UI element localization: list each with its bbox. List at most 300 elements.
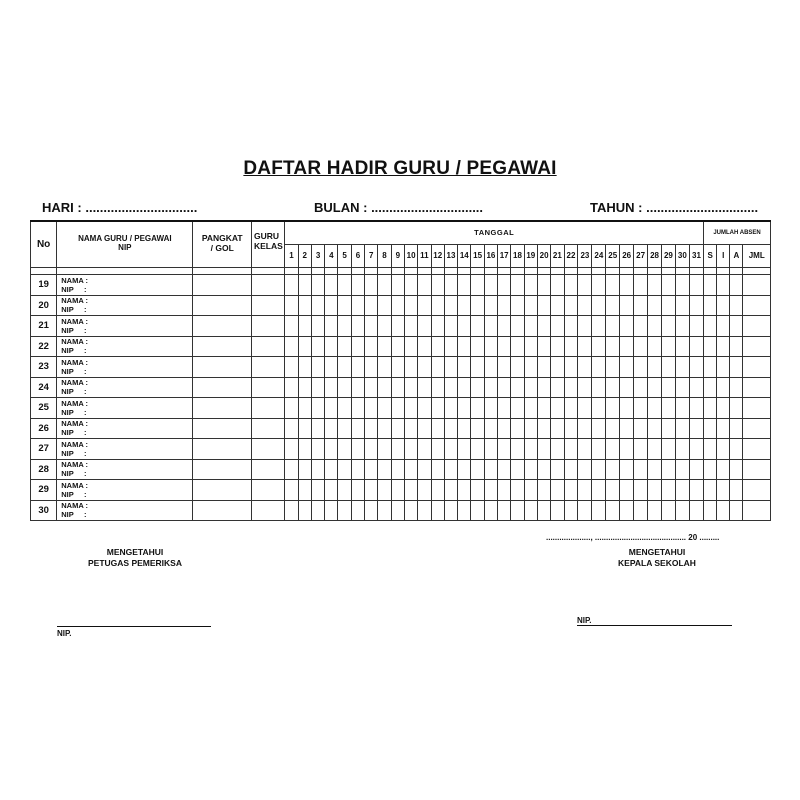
day-cell-23[interactable] xyxy=(578,500,592,521)
day-cell-30[interactable] xyxy=(675,357,689,378)
day-cell-26[interactable] xyxy=(620,480,634,501)
day-cell-26[interactable] xyxy=(620,377,634,398)
day-cell-24[interactable] xyxy=(592,377,606,398)
day-cell-4[interactable] xyxy=(325,418,338,439)
day-cell-25[interactable] xyxy=(606,357,620,378)
day-cell-1[interactable] xyxy=(285,398,298,419)
day-cell-26[interactable] xyxy=(620,295,634,316)
absen-cell-i[interactable] xyxy=(717,275,730,296)
day-cell-26[interactable] xyxy=(620,357,634,378)
guru-kelas-cell[interactable] xyxy=(252,480,285,501)
day-cell-24[interactable] xyxy=(592,275,606,296)
day-cell-26[interactable] xyxy=(620,398,634,419)
absen-cell-s[interactable] xyxy=(704,418,717,439)
day-cell-2[interactable] xyxy=(298,316,311,337)
day-cell-19[interactable] xyxy=(524,439,537,460)
day-cell-23[interactable] xyxy=(578,418,592,439)
day-cell-8[interactable] xyxy=(378,398,391,419)
day-cell-11[interactable] xyxy=(418,316,431,337)
day-cell-23[interactable] xyxy=(578,316,592,337)
day-cell-14[interactable] xyxy=(458,295,471,316)
day-cell-4[interactable] xyxy=(325,336,338,357)
day-cell-22[interactable] xyxy=(564,398,578,419)
day-cell-3[interactable] xyxy=(311,439,324,460)
day-cell-4[interactable] xyxy=(325,500,338,521)
day-cell-29[interactable] xyxy=(661,418,675,439)
day-cell-22[interactable] xyxy=(564,500,578,521)
guru-kelas-cell[interactable] xyxy=(252,357,285,378)
day-cell-9[interactable] xyxy=(391,500,404,521)
day-cell-5[interactable] xyxy=(338,398,351,419)
day-cell-13[interactable] xyxy=(444,480,457,501)
day-cell-17[interactable] xyxy=(498,336,511,357)
day-cell-29[interactable] xyxy=(661,295,675,316)
day-cell-13[interactable] xyxy=(444,418,457,439)
day-cell-13[interactable] xyxy=(444,439,457,460)
day-cell-14[interactable] xyxy=(458,459,471,480)
guru-kelas-cell[interactable] xyxy=(252,398,285,419)
absen-cell-i[interactable] xyxy=(717,377,730,398)
day-cell-19[interactable] xyxy=(524,357,537,378)
day-cell-23[interactable] xyxy=(578,439,592,460)
date-place-line[interactable]: ...................., ......................................... 20 ......... xyxy=(546,533,720,542)
day-cell-4[interactable] xyxy=(325,439,338,460)
day-cell-12[interactable] xyxy=(431,439,444,460)
day-cell-12[interactable] xyxy=(431,418,444,439)
day-cell-30[interactable] xyxy=(675,377,689,398)
day-cell-15[interactable] xyxy=(471,316,484,337)
day-cell-14[interactable] xyxy=(458,480,471,501)
day-cell-20[interactable] xyxy=(537,459,550,480)
absen-cell-jml[interactable] xyxy=(743,398,771,419)
day-cell-11[interactable] xyxy=(418,480,431,501)
row-nama-nip-cell[interactable] xyxy=(57,336,193,357)
day-cell-19[interactable] xyxy=(524,336,537,357)
day-cell-29[interactable] xyxy=(661,439,675,460)
absen-cell-a[interactable] xyxy=(730,418,743,439)
day-cell-3[interactable] xyxy=(311,295,324,316)
day-cell-20[interactable] xyxy=(537,418,550,439)
guru-kelas-cell[interactable] xyxy=(252,500,285,521)
day-cell-29[interactable] xyxy=(661,377,675,398)
day-cell-19[interactable] xyxy=(524,275,537,296)
day-cell-20[interactable] xyxy=(537,336,550,357)
day-cell-31[interactable] xyxy=(689,418,703,439)
day-cell-29[interactable] xyxy=(661,500,675,521)
day-cell-20[interactable] xyxy=(537,500,550,521)
pangkat-cell[interactable] xyxy=(193,275,252,296)
absen-cell-i[interactable] xyxy=(717,336,730,357)
day-cell-27[interactable] xyxy=(634,418,648,439)
day-cell-19[interactable] xyxy=(524,377,537,398)
day-cell-1[interactable] xyxy=(285,336,298,357)
day-cell-14[interactable] xyxy=(458,357,471,378)
day-cell-26[interactable] xyxy=(620,439,634,460)
day-cell-23[interactable] xyxy=(578,275,592,296)
day-cell-13[interactable] xyxy=(444,398,457,419)
day-cell-15[interactable] xyxy=(471,398,484,419)
day-cell-15[interactable] xyxy=(471,439,484,460)
day-cell-9[interactable] xyxy=(391,480,404,501)
day-cell-6[interactable] xyxy=(351,439,364,460)
day-cell-14[interactable] xyxy=(458,398,471,419)
day-cell-16[interactable] xyxy=(484,480,497,501)
absen-cell-i[interactable] xyxy=(717,480,730,501)
day-cell-27[interactable] xyxy=(634,459,648,480)
day-cell-7[interactable] xyxy=(365,336,378,357)
day-cell-30[interactable] xyxy=(675,459,689,480)
row-nama-nip-cell[interactable] xyxy=(57,295,193,316)
pangkat-cell[interactable] xyxy=(193,336,252,357)
absen-cell-jml[interactable] xyxy=(743,316,771,337)
day-cell-6[interactable] xyxy=(351,336,364,357)
row-nama-nip-cell[interactable] xyxy=(57,418,193,439)
day-cell-16[interactable] xyxy=(484,377,497,398)
day-cell-2[interactable] xyxy=(298,336,311,357)
day-cell-22[interactable] xyxy=(564,480,578,501)
day-cell-26[interactable] xyxy=(620,459,634,480)
day-cell-20[interactable] xyxy=(537,377,550,398)
absen-cell-s[interactable] xyxy=(704,480,717,501)
day-cell-5[interactable] xyxy=(338,295,351,316)
guru-kelas-cell[interactable] xyxy=(252,316,285,337)
day-cell-22[interactable] xyxy=(564,316,578,337)
day-cell-25[interactable] xyxy=(606,398,620,419)
day-cell-25[interactable] xyxy=(606,480,620,501)
absen-cell-a[interactable] xyxy=(730,357,743,378)
absen-cell-i[interactable] xyxy=(717,316,730,337)
day-cell-31[interactable] xyxy=(689,336,703,357)
day-cell-8[interactable] xyxy=(378,357,391,378)
day-cell-24[interactable] xyxy=(592,439,606,460)
day-cell-4[interactable] xyxy=(325,459,338,480)
day-cell-6[interactable] xyxy=(351,480,364,501)
day-cell-24[interactable] xyxy=(592,480,606,501)
absen-cell-a[interactable] xyxy=(730,275,743,296)
day-cell-14[interactable] xyxy=(458,377,471,398)
day-cell-18[interactable] xyxy=(511,316,524,337)
day-cell-17[interactable] xyxy=(498,275,511,296)
day-cell-11[interactable] xyxy=(418,295,431,316)
day-cell-1[interactable] xyxy=(285,275,298,296)
day-cell-17[interactable] xyxy=(498,480,511,501)
day-cell-12[interactable] xyxy=(431,295,444,316)
day-cell-7[interactable] xyxy=(365,275,378,296)
day-cell-2[interactable] xyxy=(298,275,311,296)
day-cell-31[interactable] xyxy=(689,459,703,480)
day-cell-4[interactable] xyxy=(325,316,338,337)
day-cell-21[interactable] xyxy=(551,459,564,480)
day-cell-18[interactable] xyxy=(511,295,524,316)
day-cell-8[interactable] xyxy=(378,439,391,460)
day-cell-24[interactable] xyxy=(592,357,606,378)
day-cell-11[interactable] xyxy=(418,459,431,480)
day-cell-1[interactable] xyxy=(285,459,298,480)
day-cell-10[interactable] xyxy=(404,357,417,378)
day-cell-12[interactable] xyxy=(431,398,444,419)
day-cell-17[interactable] xyxy=(498,439,511,460)
day-cell-27[interactable] xyxy=(634,275,648,296)
day-cell-1[interactable] xyxy=(285,377,298,398)
day-cell-10[interactable] xyxy=(404,418,417,439)
day-cell-19[interactable] xyxy=(524,480,537,501)
day-cell-18[interactable] xyxy=(511,377,524,398)
day-cell-27[interactable] xyxy=(634,439,648,460)
day-cell-6[interactable] xyxy=(351,357,364,378)
day-cell-12[interactable] xyxy=(431,480,444,501)
day-cell-4[interactable] xyxy=(325,398,338,419)
day-cell-9[interactable] xyxy=(391,459,404,480)
day-cell-31[interactable] xyxy=(689,295,703,316)
day-cell-6[interactable] xyxy=(351,398,364,419)
day-cell-22[interactable] xyxy=(564,439,578,460)
day-cell-14[interactable] xyxy=(458,336,471,357)
day-cell-30[interactable] xyxy=(675,418,689,439)
day-cell-30[interactable] xyxy=(675,336,689,357)
guru-kelas-cell[interactable] xyxy=(252,336,285,357)
day-cell-7[interactable] xyxy=(365,500,378,521)
day-cell-10[interactable] xyxy=(404,459,417,480)
day-cell-28[interactable] xyxy=(648,357,662,378)
day-cell-15[interactable] xyxy=(471,295,484,316)
absen-cell-a[interactable] xyxy=(730,439,743,460)
absen-cell-i[interactable] xyxy=(717,439,730,460)
day-cell-5[interactable] xyxy=(338,500,351,521)
day-cell-9[interactable] xyxy=(391,357,404,378)
day-cell-31[interactable] xyxy=(689,357,703,378)
day-cell-28[interactable] xyxy=(648,316,662,337)
day-cell-7[interactable] xyxy=(365,398,378,419)
day-cell-9[interactable] xyxy=(391,336,404,357)
day-cell-22[interactable] xyxy=(564,418,578,439)
day-cell-10[interactable] xyxy=(404,336,417,357)
day-cell-16[interactable] xyxy=(484,336,497,357)
day-cell-21[interactable] xyxy=(551,377,564,398)
day-cell-26[interactable] xyxy=(620,500,634,521)
day-cell-28[interactable] xyxy=(648,377,662,398)
day-cell-17[interactable] xyxy=(498,459,511,480)
day-cell-30[interactable] xyxy=(675,295,689,316)
day-cell-23[interactable] xyxy=(578,377,592,398)
day-cell-22[interactable] xyxy=(564,459,578,480)
day-cell-16[interactable] xyxy=(484,316,497,337)
row-nama-nip-cell[interactable] xyxy=(57,459,193,480)
absen-cell-i[interactable] xyxy=(717,500,730,521)
day-cell-12[interactable] xyxy=(431,500,444,521)
day-cell-28[interactable] xyxy=(648,459,662,480)
day-cell-20[interactable] xyxy=(537,439,550,460)
day-cell-30[interactable] xyxy=(675,480,689,501)
day-cell-29[interactable] xyxy=(661,275,675,296)
day-cell-9[interactable] xyxy=(391,295,404,316)
day-cell-9[interactable] xyxy=(391,377,404,398)
day-cell-5[interactable] xyxy=(338,439,351,460)
day-cell-8[interactable] xyxy=(378,336,391,357)
day-cell-2[interactable] xyxy=(298,357,311,378)
pangkat-cell[interactable] xyxy=(193,439,252,460)
day-cell-18[interactable] xyxy=(511,357,524,378)
day-cell-1[interactable] xyxy=(285,500,298,521)
day-cell-11[interactable] xyxy=(418,439,431,460)
day-cell-23[interactable] xyxy=(578,336,592,357)
day-cell-11[interactable] xyxy=(418,418,431,439)
day-cell-5[interactable] xyxy=(338,316,351,337)
pangkat-cell[interactable] xyxy=(193,295,252,316)
day-cell-7[interactable] xyxy=(365,418,378,439)
day-cell-3[interactable] xyxy=(311,418,324,439)
day-cell-7[interactable] xyxy=(365,316,378,337)
day-cell-26[interactable] xyxy=(620,316,634,337)
absen-cell-jml[interactable] xyxy=(743,336,771,357)
day-cell-13[interactable] xyxy=(444,295,457,316)
day-cell-6[interactable] xyxy=(351,377,364,398)
day-cell-19[interactable] xyxy=(524,418,537,439)
day-cell-18[interactable] xyxy=(511,500,524,521)
day-cell-13[interactable] xyxy=(444,357,457,378)
day-cell-29[interactable] xyxy=(661,357,675,378)
day-cell-20[interactable] xyxy=(537,398,550,419)
day-cell-13[interactable] xyxy=(444,500,457,521)
day-cell-25[interactable] xyxy=(606,439,620,460)
guru-kelas-cell[interactable] xyxy=(252,439,285,460)
day-cell-12[interactable] xyxy=(431,275,444,296)
day-cell-11[interactable] xyxy=(418,357,431,378)
absen-cell-i[interactable] xyxy=(717,357,730,378)
day-cell-24[interactable] xyxy=(592,295,606,316)
day-cell-2[interactable] xyxy=(298,398,311,419)
day-cell-3[interactable] xyxy=(311,275,324,296)
day-cell-20[interactable] xyxy=(537,357,550,378)
day-cell-19[interactable] xyxy=(524,295,537,316)
day-cell-27[interactable] xyxy=(634,357,648,378)
day-cell-7[interactable] xyxy=(365,480,378,501)
day-cell-25[interactable] xyxy=(606,500,620,521)
day-cell-25[interactable] xyxy=(606,316,620,337)
day-cell-9[interactable] xyxy=(391,398,404,419)
day-cell-19[interactable] xyxy=(524,316,537,337)
pangkat-cell[interactable] xyxy=(193,316,252,337)
absen-cell-a[interactable] xyxy=(730,295,743,316)
day-cell-3[interactable] xyxy=(311,336,324,357)
pangkat-cell[interactable] xyxy=(193,480,252,501)
day-cell-6[interactable] xyxy=(351,459,364,480)
day-cell-10[interactable] xyxy=(404,480,417,501)
absen-cell-a[interactable] xyxy=(730,316,743,337)
day-cell-6[interactable] xyxy=(351,275,364,296)
day-cell-21[interactable] xyxy=(551,275,564,296)
absen-cell-s[interactable] xyxy=(704,295,717,316)
day-cell-2[interactable] xyxy=(298,377,311,398)
day-cell-29[interactable] xyxy=(661,398,675,419)
absen-cell-s[interactable] xyxy=(704,316,717,337)
day-cell-7[interactable] xyxy=(365,295,378,316)
day-cell-10[interactable] xyxy=(404,275,417,296)
day-cell-17[interactable] xyxy=(498,418,511,439)
row-nama-nip-cell[interactable] xyxy=(57,357,193,378)
day-cell-21[interactable] xyxy=(551,480,564,501)
day-cell-27[interactable] xyxy=(634,316,648,337)
day-cell-8[interactable] xyxy=(378,480,391,501)
day-cell-18[interactable] xyxy=(511,418,524,439)
absen-cell-i[interactable] xyxy=(717,459,730,480)
day-cell-17[interactable] xyxy=(498,377,511,398)
day-cell-23[interactable] xyxy=(578,357,592,378)
day-cell-30[interactable] xyxy=(675,500,689,521)
day-cell-8[interactable] xyxy=(378,500,391,521)
day-cell-29[interactable] xyxy=(661,480,675,501)
day-cell-24[interactable] xyxy=(592,459,606,480)
day-cell-12[interactable] xyxy=(431,459,444,480)
absen-cell-jml[interactable] xyxy=(743,418,771,439)
row-nama-nip-cell[interactable] xyxy=(57,316,193,337)
day-cell-20[interactable] xyxy=(537,480,550,501)
day-cell-25[interactable] xyxy=(606,377,620,398)
day-cell-3[interactable] xyxy=(311,500,324,521)
day-cell-21[interactable] xyxy=(551,336,564,357)
day-cell-26[interactable] xyxy=(620,418,634,439)
day-cell-14[interactable] xyxy=(458,500,471,521)
day-cell-9[interactable] xyxy=(391,275,404,296)
absen-cell-s[interactable] xyxy=(704,439,717,460)
guru-kelas-cell[interactable] xyxy=(252,418,285,439)
day-cell-6[interactable] xyxy=(351,316,364,337)
day-cell-27[interactable] xyxy=(634,398,648,419)
day-cell-11[interactable] xyxy=(418,336,431,357)
day-cell-7[interactable] xyxy=(365,377,378,398)
absen-cell-s[interactable] xyxy=(704,377,717,398)
day-cell-6[interactable] xyxy=(351,500,364,521)
absen-cell-jml[interactable] xyxy=(743,459,771,480)
day-cell-7[interactable] xyxy=(365,459,378,480)
tahun-field[interactable] xyxy=(590,200,758,215)
day-cell-18[interactable] xyxy=(511,439,524,460)
day-cell-2[interactable] xyxy=(298,459,311,480)
day-cell-31[interactable] xyxy=(689,480,703,501)
day-cell-11[interactable] xyxy=(418,398,431,419)
day-cell-15[interactable] xyxy=(471,275,484,296)
day-cell-4[interactable] xyxy=(325,377,338,398)
day-cell-17[interactable] xyxy=(498,398,511,419)
day-cell-7[interactable] xyxy=(365,439,378,460)
day-cell-2[interactable] xyxy=(298,418,311,439)
day-cell-3[interactable] xyxy=(311,377,324,398)
day-cell-14[interactable] xyxy=(458,275,471,296)
day-cell-31[interactable] xyxy=(689,377,703,398)
day-cell-1[interactable] xyxy=(285,418,298,439)
day-cell-18[interactable] xyxy=(511,398,524,419)
day-cell-16[interactable] xyxy=(484,439,497,460)
guru-kelas-cell[interactable] xyxy=(252,275,285,296)
day-cell-5[interactable] xyxy=(338,480,351,501)
day-cell-5[interactable] xyxy=(338,357,351,378)
absen-cell-a[interactable] xyxy=(730,377,743,398)
absen-cell-jml[interactable] xyxy=(743,295,771,316)
absen-cell-jml[interactable] xyxy=(743,357,771,378)
day-cell-21[interactable] xyxy=(551,295,564,316)
day-cell-26[interactable] xyxy=(620,336,634,357)
day-cell-29[interactable] xyxy=(661,336,675,357)
day-cell-5[interactable] xyxy=(338,336,351,357)
guru-kelas-cell[interactable] xyxy=(252,377,285,398)
day-cell-22[interactable] xyxy=(564,275,578,296)
day-cell-3[interactable] xyxy=(311,357,324,378)
day-cell-2[interactable] xyxy=(298,500,311,521)
absen-cell-s[interactable] xyxy=(704,357,717,378)
day-cell-13[interactable] xyxy=(444,459,457,480)
day-cell-8[interactable] xyxy=(378,459,391,480)
day-cell-13[interactable] xyxy=(444,377,457,398)
day-cell-14[interactable] xyxy=(458,439,471,460)
